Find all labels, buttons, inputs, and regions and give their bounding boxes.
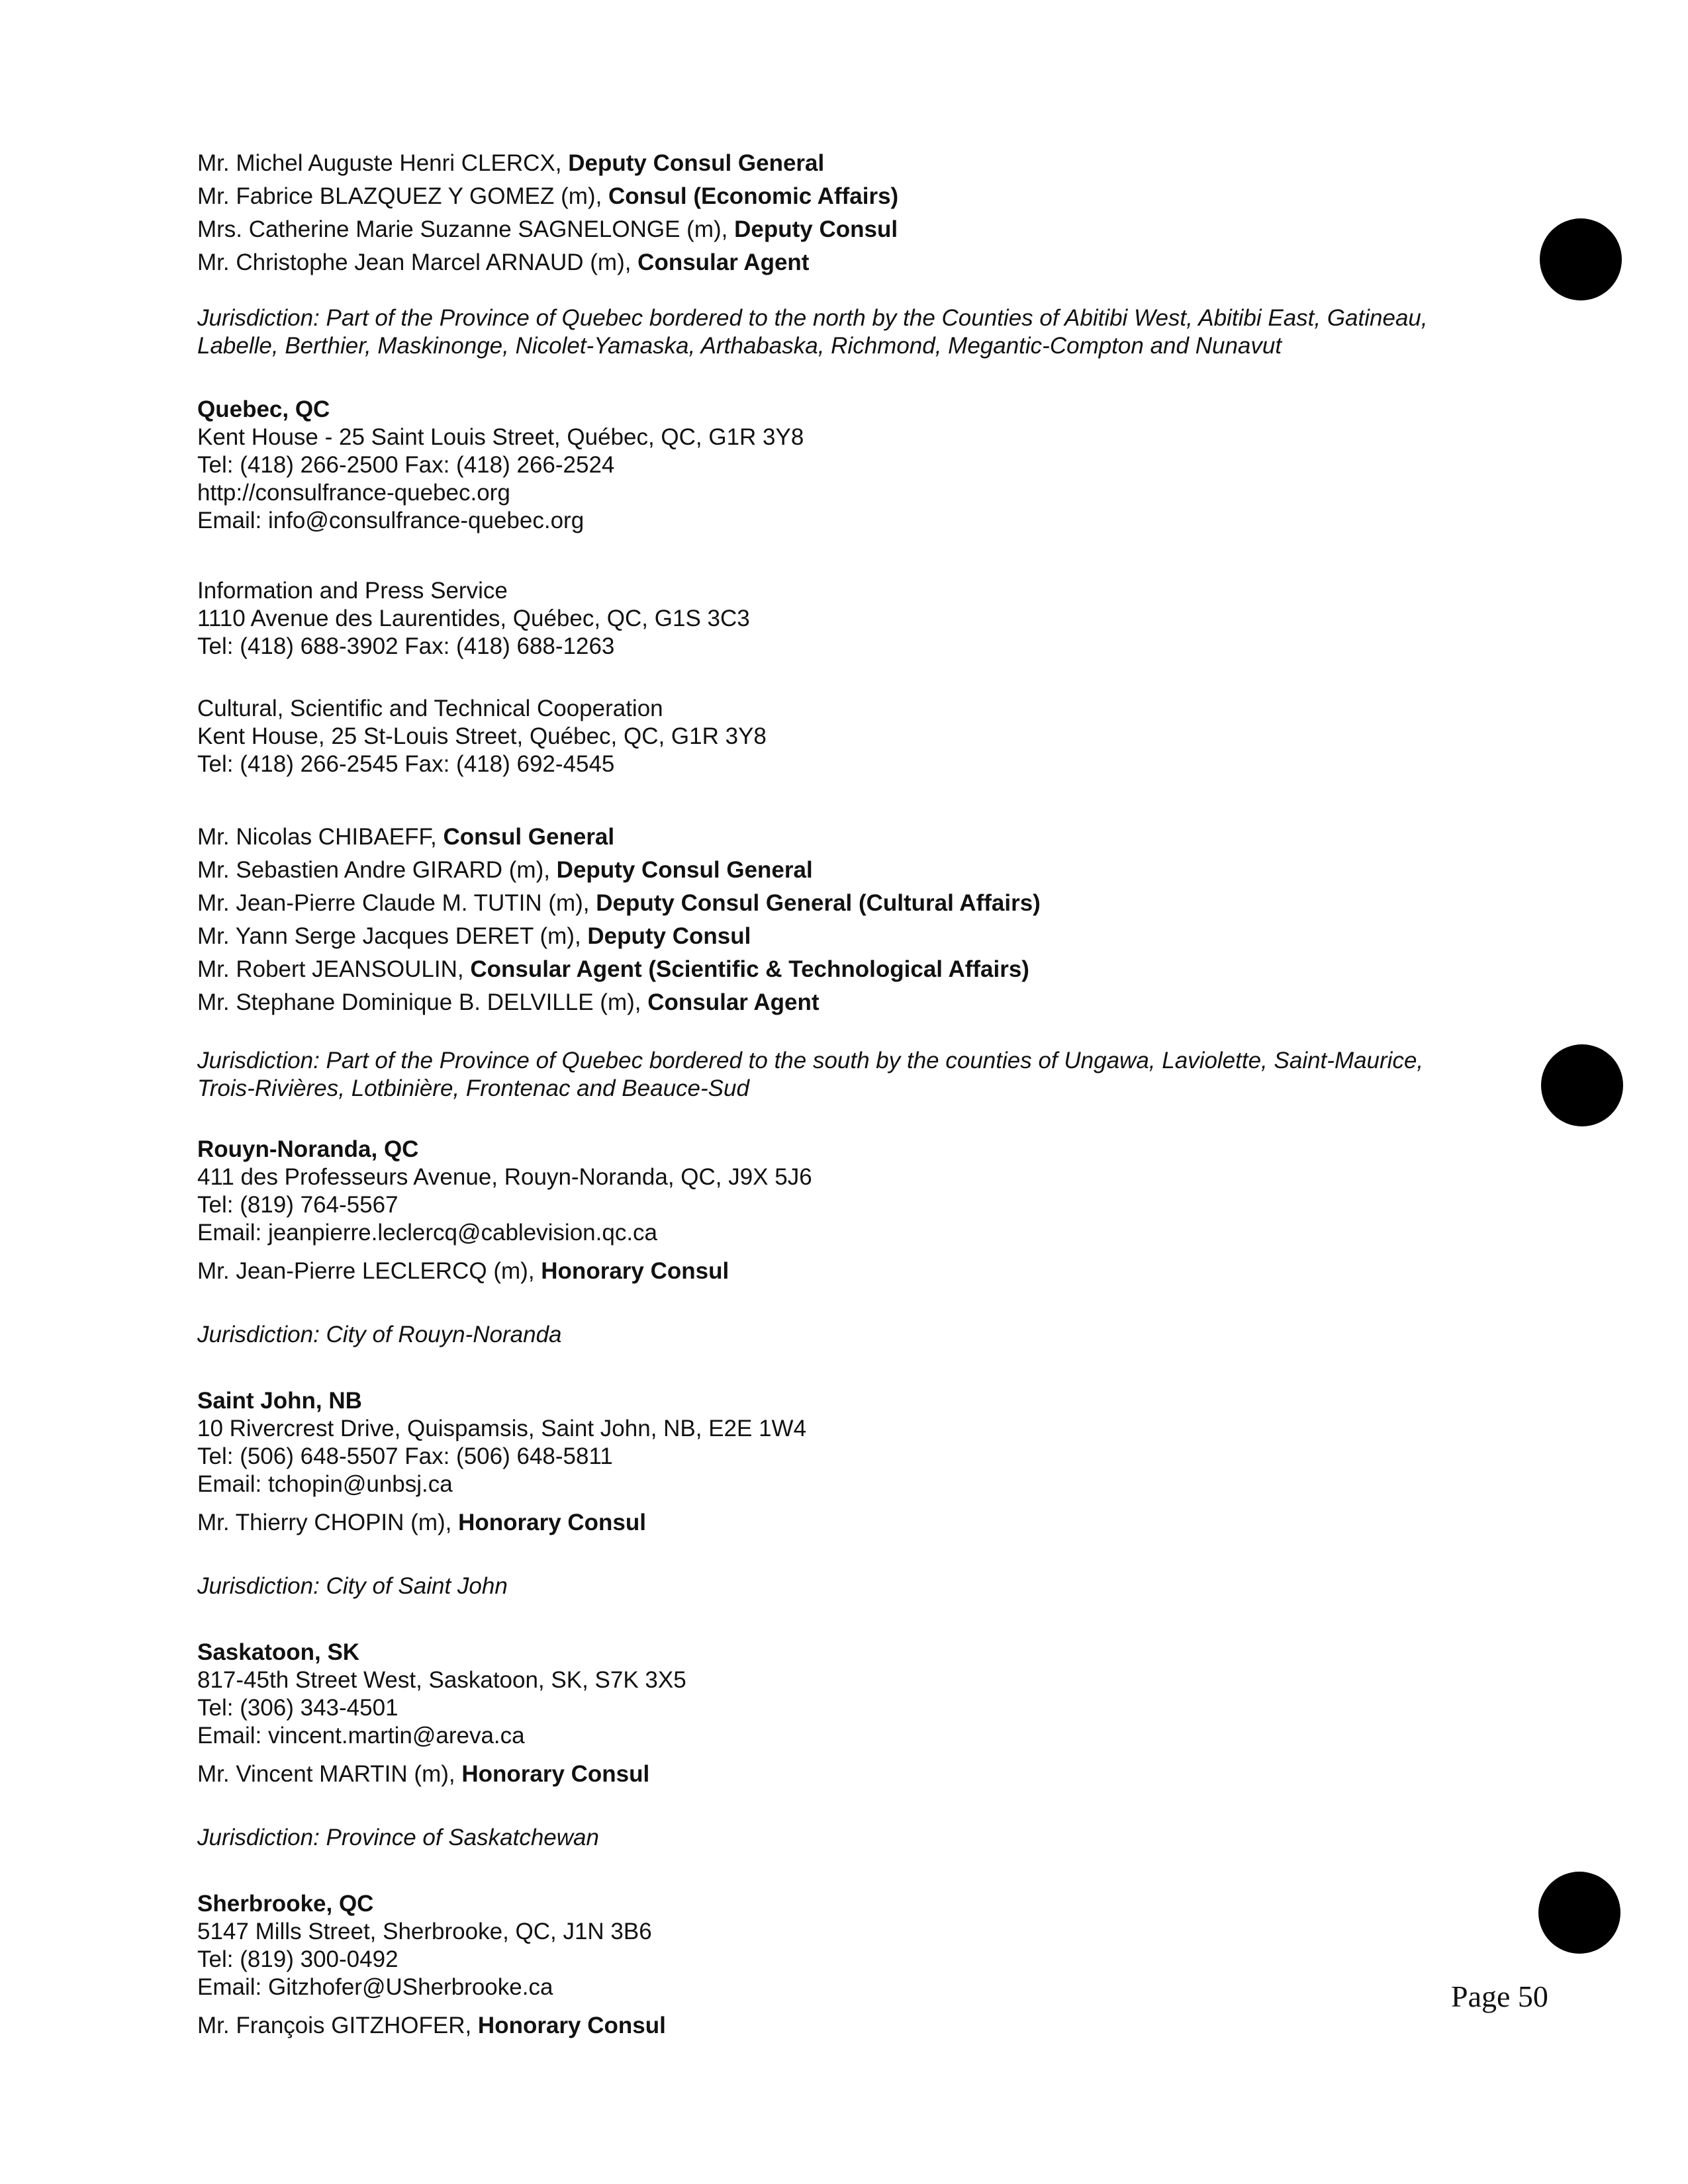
official-line: [197, 213, 1521, 246]
address-line: Email: vincent.martin@areva.ca: [197, 1723, 525, 1749]
official-title: Honorary Consul: [477, 2013, 666, 2038]
official-name: Mr. Robert JEANSOULIN,: [197, 956, 471, 982]
address-line: Tel: (819) 300-0492: [197, 1946, 399, 1972]
official-name: Mr. Michel Auguste Henri CLERCX,: [197, 150, 569, 176]
official-title: Consular Agent: [647, 989, 820, 1015]
official-title: Deputy Consul: [587, 923, 751, 949]
content-block: [197, 1890, 1521, 2040]
jurisdiction-text: Trois-Rivières, Lotbinière, Frontenac and Beauce-Sud: [197, 1075, 749, 1101]
official-line: [197, 1509, 1521, 1537]
punch-hole-top: [1540, 218, 1622, 300]
official-name: Mr. Christophe Jean Marcel ARNAUD (m),: [197, 250, 638, 275]
official-title: Honorary Consul: [458, 1510, 646, 1535]
official-name: Mr. Jean-Pierre Claude M. TUTIN (m),: [197, 890, 596, 916]
official-title: Honorary Consul: [461, 1761, 650, 1787]
official-name: Mr. Thierry CHOPIN (m),: [197, 1510, 459, 1535]
official-title: Consular Agent (Scientific & Technological Affairs): [470, 956, 1029, 982]
jurisdiction-text: Jurisdiction: City of Saint John: [197, 1573, 508, 1599]
address-line: Tel: (418) 266-2545 Fax: (418) 692-4545: [197, 751, 615, 777]
official-title: Deputy Consul: [734, 216, 898, 242]
address-line: Cultural, Scientific and Technical Cooperation: [197, 696, 663, 721]
official-title: Consul (Economic Affairs): [608, 183, 899, 209]
content-block: [197, 1047, 1521, 1103]
official-line: [197, 821, 1521, 854]
official-name: Mr. Yann Serge Jacques DERET (m),: [197, 923, 588, 949]
content-block: [197, 695, 1521, 778]
official-line: [197, 1760, 1521, 1788]
address-line: Tel: (418) 688-3902 Fax: (418) 688-1263: [197, 633, 615, 659]
content-block: [197, 1572, 1521, 1600]
address-line: Kent House, 25 St-Louis Street, Québec, QC, G1R 3Y8: [197, 723, 767, 749]
page-number: Page 50: [1451, 1979, 1548, 2013]
official-line: [197, 920, 1521, 953]
content-block: [197, 821, 1521, 1019]
official-name: Mr. Vincent MARTIN (m),: [197, 1761, 462, 1787]
address-line: Tel: (506) 648-5507 Fax: (506) 648-5811: [197, 1443, 613, 1469]
address-line: 1110 Avenue des Laurentides, Québec, QC, G1S 3C3: [197, 606, 750, 631]
official-line: [197, 2012, 1521, 2040]
content-block: [197, 577, 1521, 660]
jurisdiction-text: Jurisdiction: Part of the Province of Quebec bordered to the north by the Counties of Abitibi West, Abitibi East, Gatineau,: [197, 305, 1428, 331]
address-line: Email: tchopin@unbsj.ca: [197, 1471, 453, 1497]
address-line: Email: Gitzhofer@USherbrooke.ca: [197, 1974, 553, 2000]
official-name: Mr. Fabrice BLAZQUEZ Y GOMEZ (m),: [197, 183, 609, 209]
address-line: 10 Rivercrest Drive, Quispamsis, Saint John, NB, E2E 1W4: [197, 1416, 807, 1441]
content-block: [197, 1136, 1521, 1285]
content-block: [197, 1387, 1521, 1537]
official-line: [197, 246, 1521, 279]
address-line: Information and Press Service: [197, 578, 508, 604]
official-title: Deputy Consul General: [568, 150, 825, 176]
official-name: Mr. Nicolas CHIBAEFF,: [197, 824, 444, 850]
address-line: Tel: (418) 266-2500 Fax: (418) 266-2524: [197, 452, 615, 478]
official-title: Consul General: [443, 824, 615, 850]
official-name: Mr. Jean-Pierre LECLERCQ (m),: [197, 1258, 541, 1284]
jurisdiction-text: Jurisdiction: Province of Saskatchewan: [197, 1825, 599, 1850]
official-title: Honorary Consul: [541, 1258, 729, 1284]
city-heading: Saskatoon, SK: [197, 1639, 360, 1665]
address-line: Email: info@consulfrance-quebec.org: [197, 508, 585, 533]
content-block: [197, 147, 1521, 279]
address-line: Tel: (819) 764-5567: [197, 1192, 399, 1218]
punch-hole-bottom: [1538, 1872, 1620, 1954]
address-line: 817-45th Street West, Saskatoon, SK, S7K 3X5: [197, 1667, 686, 1693]
official-line: [197, 953, 1521, 986]
jurisdiction-text: Jurisdiction: Part of the Province of Quebec bordered to the south by the counties of Ungawa, Laviolette, Saint-Maurice,: [197, 1048, 1424, 1073]
content-block: [197, 304, 1521, 360]
official-line: [197, 180, 1521, 213]
address-line: Kent House - 25 Saint Louis Street, Québec, QC, G1R 3Y8: [197, 424, 804, 450]
jurisdiction-text: Labelle, Berthier, Maskinonge, Nicolet-Yamaska, Arthabaska, Richmond, Megantic-Compton and Nunavut: [197, 333, 1282, 359]
official-line: [197, 887, 1521, 920]
jurisdiction-text: Jurisdiction: City of Rouyn-Noranda: [197, 1322, 562, 1347]
address-line: http://consulfrance-quebec.org: [197, 480, 510, 506]
content-block: [197, 1639, 1521, 1788]
city-heading: Saint John, NB: [197, 1388, 362, 1414]
content-block: [197, 396, 1521, 535]
punch-hole-middle: [1541, 1044, 1623, 1126]
content-block: [197, 1824, 1521, 1852]
city-heading: Quebec, QC: [197, 396, 330, 422]
address-line: 5147 Mills Street, Sherbrooke, QC, J1N 3B6: [197, 1919, 652, 1944]
official-name: Mr. Sebastien Andre GIRARD (m),: [197, 857, 557, 883]
content-block: [197, 1321, 1521, 1349]
address-line: Tel: (306) 343-4501: [197, 1695, 399, 1721]
official-line: [197, 986, 1521, 1019]
address-line: Email: jeanpierre.leclercq@cablevision.qc.ca: [197, 1220, 658, 1246]
official-title: Deputy Consul General (Cultural Affairs): [596, 890, 1041, 916]
city-heading: Rouyn-Noranda, QC: [197, 1136, 419, 1162]
city-heading: Sherbrooke, QC: [197, 1891, 374, 1917]
official-name: Mr. François GITZHOFER,: [197, 2013, 478, 2038]
official-name: Mr. Stephane Dominique B. DELVILLE (m),: [197, 989, 648, 1015]
official-title: Deputy Consul General: [556, 857, 813, 883]
official-title: Consular Agent: [637, 250, 810, 275]
official-line: [197, 854, 1521, 887]
official-line: [197, 1257, 1521, 1285]
address-line: 411 des Professeurs Avenue, Rouyn-Noranda, QC, J9X 5J6: [197, 1164, 812, 1190]
official-name: Mrs. Catherine Marie Suzanne SAGNELONGE (m),: [197, 216, 735, 242]
official-line: [197, 147, 1521, 180]
